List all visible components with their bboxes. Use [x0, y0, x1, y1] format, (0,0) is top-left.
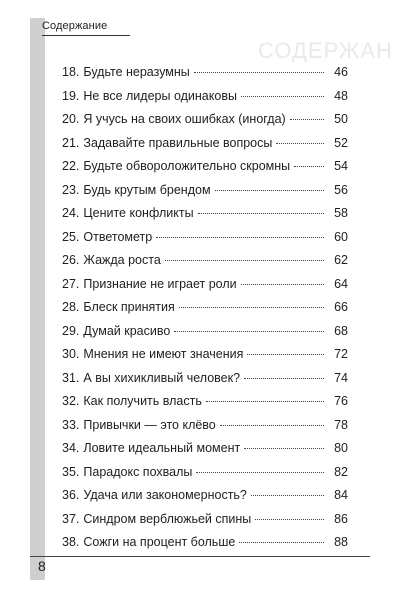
toc-entry-page: 58 — [334, 206, 348, 220]
toc-dot-leader — [220, 425, 324, 426]
toc-dot-leader — [255, 519, 324, 520]
toc-entry-page: 82 — [334, 464, 348, 479]
toc-entry-title: Удача или закономерность? — [83, 488, 247, 502]
toc-entry-page: 56 — [334, 182, 348, 197]
toc-entry-number: 26. — [62, 253, 80, 267]
toc-entry-number: 38. — [62, 535, 80, 549]
toc-entry — [62, 437, 348, 461]
toc-dot-leader — [247, 354, 324, 355]
toc-entry-number: 32. — [62, 394, 80, 408]
toc-entry-title: Блеск принятия — [83, 300, 175, 314]
toc-entry-number: 29. — [62, 323, 80, 338]
toc-entry — [62, 61, 348, 85]
toc-entry-title: А вы хихикливый человек? — [83, 370, 241, 385]
toc-dot-leader — [244, 448, 324, 449]
toc-dot-leader — [294, 166, 324, 167]
toc-entry-page: 50 — [334, 112, 348, 126]
toc-dot-leader — [196, 472, 324, 473]
toc-entry — [62, 531, 348, 555]
book-page — [30, 18, 393, 578]
toc-entry — [62, 179, 348, 203]
toc-entry-page: 64 — [334, 276, 348, 291]
page-edge-shadow — [30, 18, 45, 580]
toc-entry-title: Синдром верблюжьей спины — [83, 511, 252, 526]
toc-entry-number: 22. — [62, 159, 80, 173]
toc-dot-leader — [244, 378, 324, 379]
toc-entry — [62, 132, 348, 156]
toc-entry — [62, 508, 348, 532]
toc-dot-leader — [239, 542, 324, 543]
header-underline — [42, 35, 130, 36]
table-of-contents — [62, 61, 348, 555]
toc-entry-title: Признание не играет роли — [83, 276, 237, 291]
toc-entry-number: 18. — [62, 65, 80, 79]
toc-entry-page: 74 — [334, 370, 348, 385]
toc-entry-title: Цените конфликты — [83, 206, 194, 220]
toc-dot-leader — [241, 96, 324, 97]
toc-entry-title: Как получить власть — [83, 394, 202, 408]
toc-entry-title: Парадокс похвалы — [83, 464, 193, 479]
toc-entry-title: Будьте обвороложительно скромны — [83, 159, 291, 173]
toc-entry — [62, 85, 348, 109]
toc-entry-number: 19. — [62, 88, 80, 103]
toc-entry-page: 54 — [334, 159, 348, 173]
toc-entry-number: 37. — [62, 511, 80, 526]
page-number: 8 — [38, 558, 46, 574]
toc-entry-number: 27. — [62, 276, 80, 291]
toc-entry — [62, 202, 348, 226]
toc-entry-number: 30. — [62, 347, 80, 361]
toc-entry — [62, 296, 348, 320]
toc-entry-page: 60 — [334, 229, 348, 244]
toc-entry-title: Мнения не имеют значения — [83, 347, 244, 361]
toc-entry-page: 76 — [334, 394, 348, 408]
toc-entry-page: 52 — [334, 135, 348, 150]
toc-entry — [62, 367, 348, 391]
toc-entry-page: 78 — [334, 417, 348, 432]
footer-rule — [30, 556, 370, 557]
toc-entry-page: 84 — [334, 488, 348, 502]
toc-entry — [62, 226, 348, 250]
toc-entry — [62, 249, 348, 273]
toc-entry-number: 35. — [62, 464, 80, 479]
toc-entry-title: Задавайте правильные вопросы — [83, 135, 273, 150]
toc-entry-title: Не все лидеры одинаковы — [83, 88, 237, 103]
toc-dot-leader — [179, 307, 324, 308]
toc-entry-title: Ловите идеальный момент — [83, 441, 241, 455]
toc-entry-page: 62 — [334, 253, 348, 267]
toc-entry-number: 34. — [62, 441, 80, 455]
toc-entry-title: Привычки — это клёво — [83, 417, 216, 432]
toc-entry-title: Ответометр — [83, 229, 153, 244]
toc-entry-number: 20. — [62, 112, 80, 126]
toc-entry — [62, 155, 348, 179]
toc-entry-page: 66 — [334, 300, 348, 314]
toc-dot-leader — [215, 190, 324, 191]
toc-entry-page: 88 — [334, 535, 348, 549]
toc-entry — [62, 390, 348, 414]
toc-dot-leader — [206, 401, 324, 402]
toc-entry-title: Будь крутым брендом — [83, 182, 211, 197]
toc-entry-number: 25. — [62, 229, 80, 244]
bleed-through-text: СОДЕРЖАН — [258, 38, 393, 63]
toc-entry-title: Жажда роста — [83, 253, 161, 267]
toc-entry-page: 86 — [334, 511, 348, 526]
toc-dot-leader — [194, 72, 324, 73]
toc-entry — [62, 484, 348, 508]
toc-entry-title: Будьте неразумны — [83, 65, 190, 79]
toc-entry-title: Я учусь на своих ошибках (иногда) — [83, 112, 286, 126]
toc-entry-page: 68 — [334, 323, 348, 338]
toc-entry-number: 24. — [62, 206, 80, 220]
toc-entry-number: 33. — [62, 417, 80, 432]
toc-entry — [62, 343, 348, 367]
toc-dot-leader — [156, 237, 324, 238]
toc-dot-leader — [276, 143, 324, 144]
toc-entry-number: 31. — [62, 370, 80, 385]
toc-entry — [62, 414, 348, 438]
toc-entry-title: Думай красиво — [83, 323, 171, 338]
toc-entry-page: 48 — [334, 88, 348, 103]
toc-entry-number: 21. — [62, 135, 80, 150]
toc-entry — [62, 320, 348, 344]
toc-dot-leader — [174, 331, 324, 332]
toc-entry-page: 80 — [334, 441, 348, 455]
toc-entry — [62, 461, 348, 485]
toc-dot-leader — [241, 284, 324, 285]
toc-entry — [62, 273, 348, 297]
toc-dot-leader — [198, 213, 324, 214]
toc-entry-number: 28. — [62, 300, 80, 314]
toc-entry — [62, 108, 348, 132]
toc-dot-leader — [290, 119, 324, 120]
running-header: Содержание — [42, 20, 108, 32]
toc-entry-page: 46 — [334, 65, 348, 79]
toc-entry-number: 23. — [62, 182, 80, 197]
toc-entry-number: 36. — [62, 488, 80, 502]
toc-entry-page: 72 — [334, 347, 348, 361]
toc-dot-leader — [165, 260, 324, 261]
toc-entry-title: Сожги на процент больше — [83, 535, 236, 549]
toc-dot-leader — [251, 495, 324, 496]
